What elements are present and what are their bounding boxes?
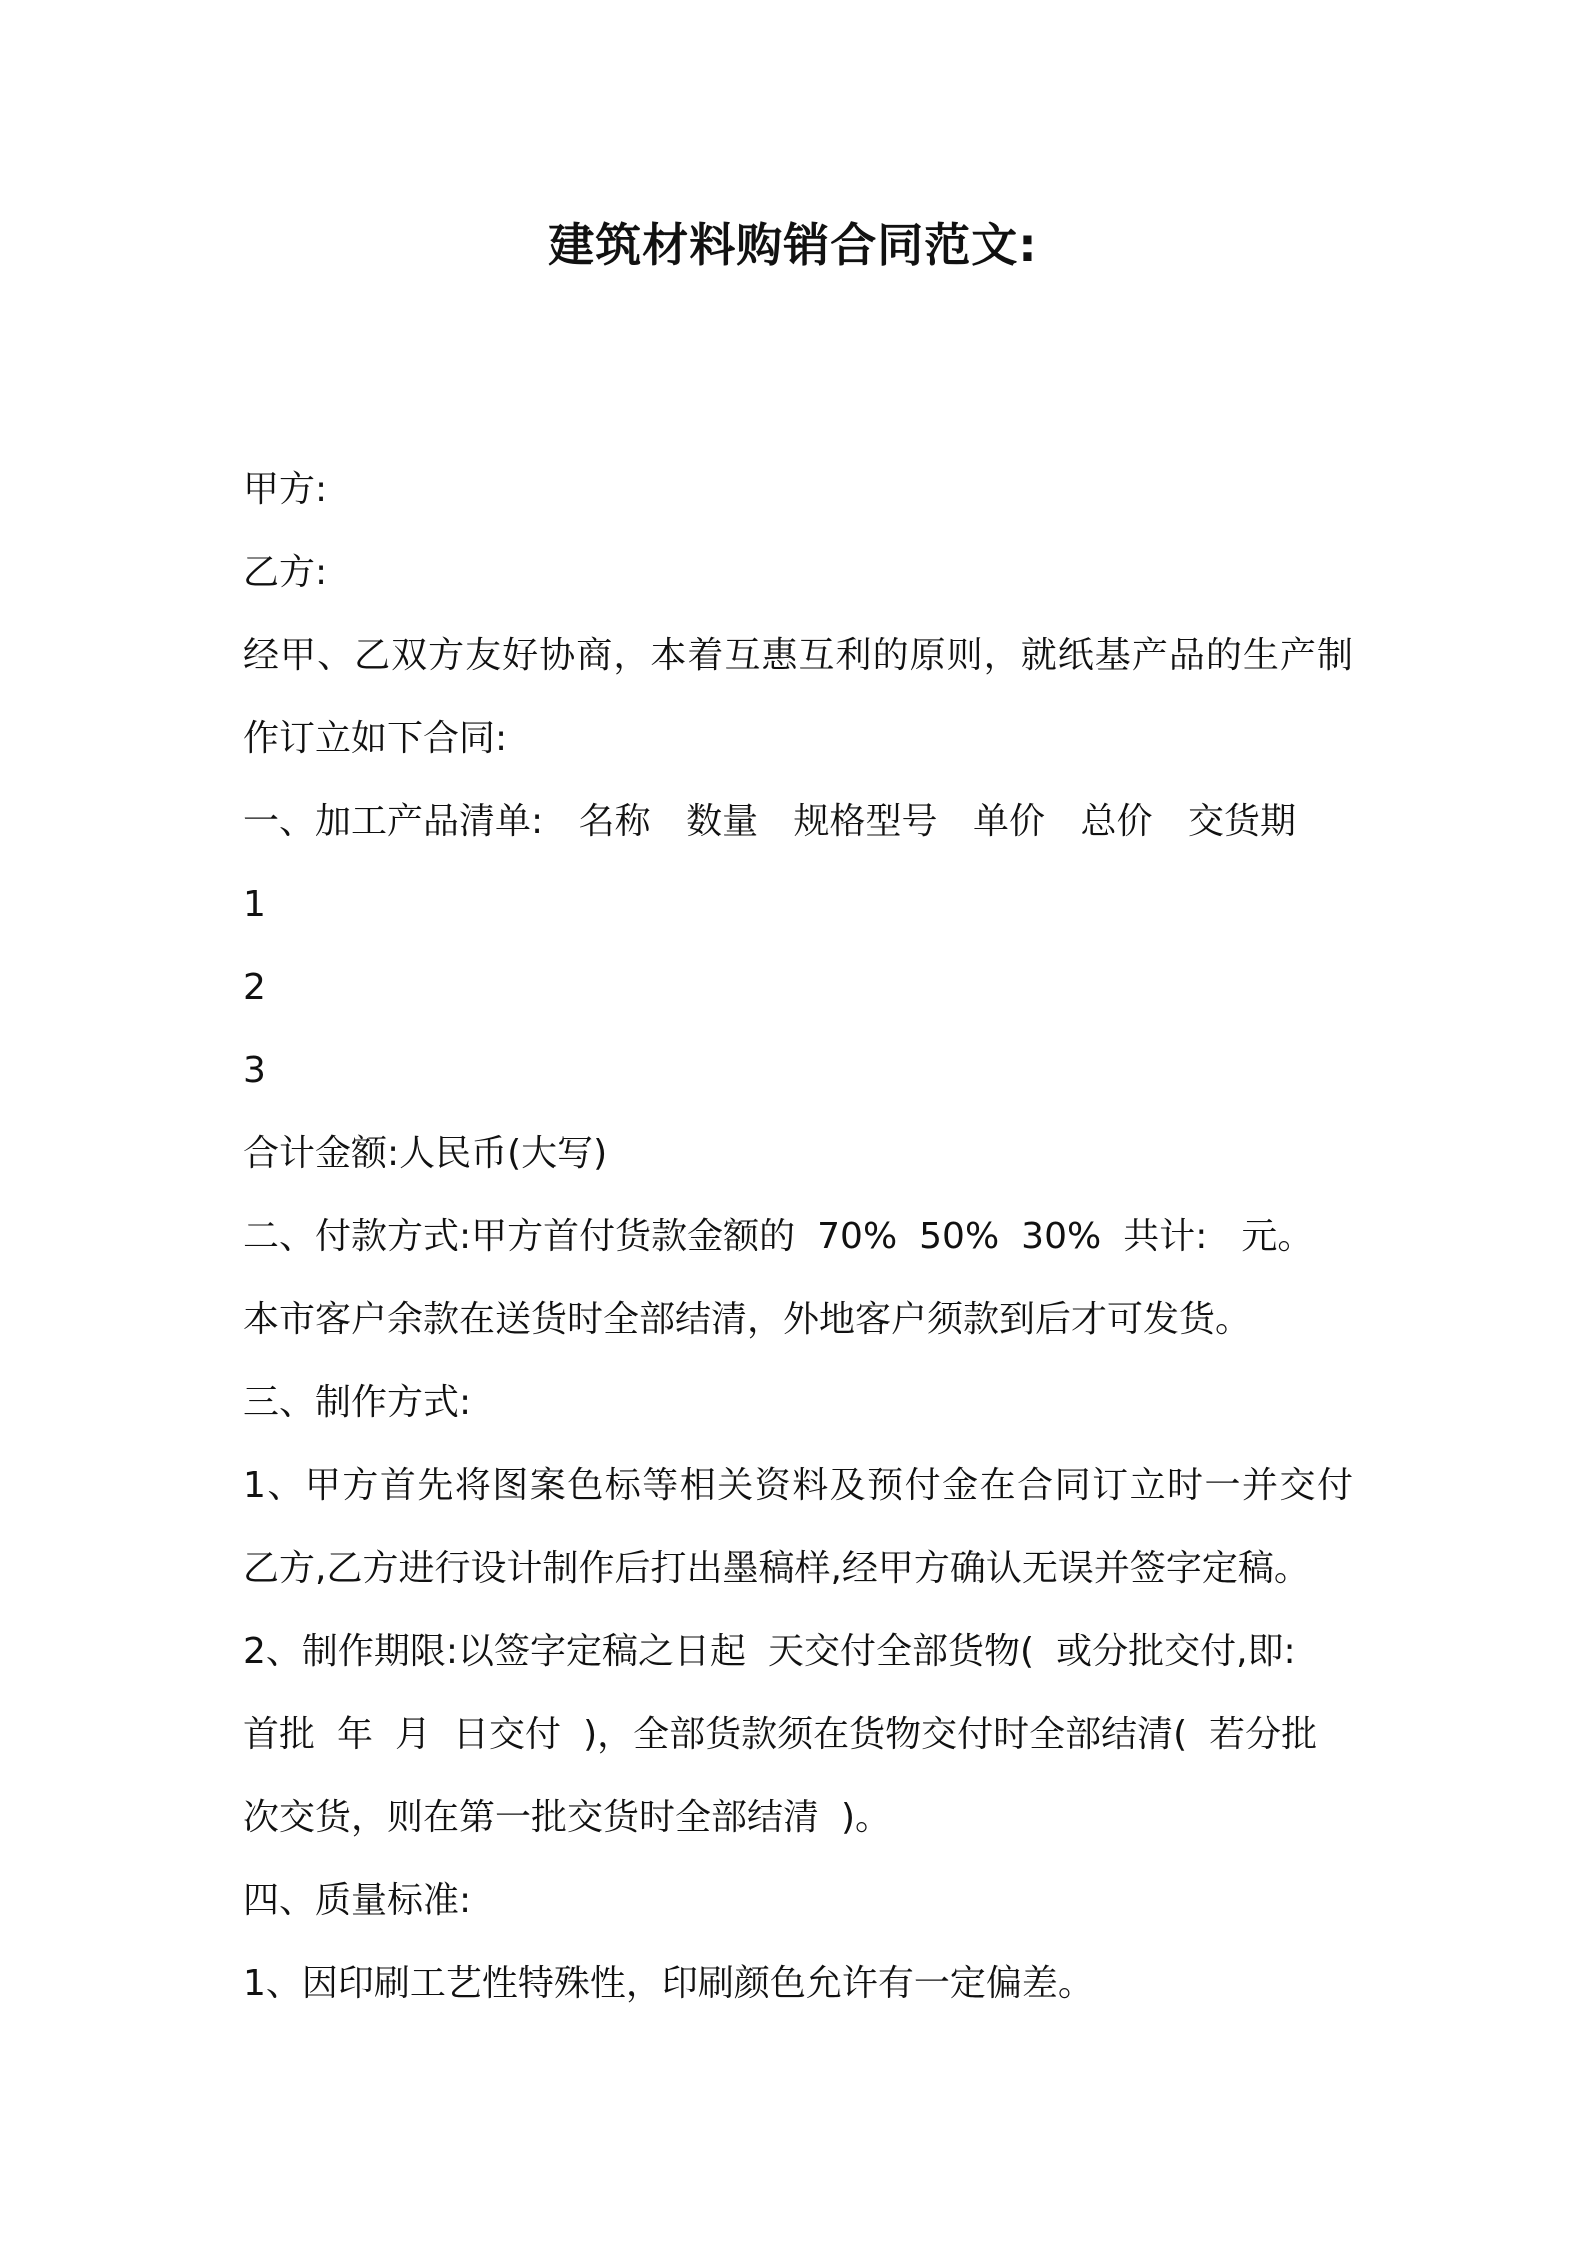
column-unit-price: 单价 <box>973 801 1046 842</box>
product-row: 2 <box>243 967 266 1008</box>
payment-pct-30: 30% <box>1021 1216 1102 1257</box>
payment-total-label: 共计: <box>1123 1216 1208 1257</box>
party-b-line: 乙方: <box>243 552 328 593</box>
deadline-text-b: 天交付全部货物( <box>768 1631 1035 1672</box>
product-list-heading: 一、加工产品清单: <box>243 801 544 842</box>
production-heading: 三、制作方式: <box>243 1382 472 1423</box>
total-amount-line: 合计金额:人民币(大写) <box>243 1133 608 1174</box>
settlement-end: )。 <box>841 1797 892 1838</box>
document-body <box>243 448 1353 2025</box>
intro-line-1: 经甲、乙双方友好协商，本着互惠互利的原则，就纸基产品的生产制 <box>243 635 1353 676</box>
column-quantity: 数量 <box>686 801 759 842</box>
product-row: 1 <box>243 884 266 925</box>
production-item1-line2: 乙方,乙方进行设计制作后打出墨稿样,经甲方确认无误并签字定稿。 <box>243 1548 1310 1589</box>
production-item1-line1: 1、甲方首先将图案色标等相关资料及预付金在合同订立时一并交付 <box>243 1465 1353 1506</box>
payment-pct-50: 50% <box>919 1216 1000 1257</box>
column-delivery-date: 交货期 <box>1187 801 1296 842</box>
production-item2-line1 <box>243 1610 1353 1693</box>
settlement-text: 次交货，则在第一批交货时全部结清 <box>243 1797 820 1838</box>
column-name: 名称 <box>578 801 651 842</box>
column-total-price: 总价 <box>1080 801 1153 842</box>
product-list-header <box>243 780 1353 863</box>
quality-heading: 四、质量标准: <box>243 1880 472 1921</box>
payment-unit: 元。 <box>1241 1216 1314 1257</box>
product-row: 3 <box>243 1050 266 1091</box>
batch-text-f: 若分批 <box>1209 1714 1318 1755</box>
payment-pct-70: 70% <box>817 1216 898 1257</box>
deadline-text-c: 或分批交付,即: <box>1056 1631 1296 1672</box>
quality-item1: 1、因印刷工艺性特殊性，印刷颜色允许有一定偏差。 <box>243 1963 1094 2004</box>
batch-text-a: 首批 <box>243 1714 316 1755</box>
column-spec: 规格型号 <box>793 801 938 842</box>
document-title: 建筑材料购销合同范文: <box>548 218 1038 272</box>
production-item2-line3 <box>243 1776 1353 1859</box>
payment-line-1 <box>243 1195 1353 1278</box>
deadline-text-a: 2、制作期限:以签字定稿之日起 <box>243 1631 747 1672</box>
batch-text-e: )，全部货款须在货物交付时全部结清( <box>583 1714 1188 1755</box>
batch-day: 日交付 <box>453 1714 562 1755</box>
batch-year: 年 <box>337 1714 374 1755</box>
batch-month: 月 <box>395 1714 432 1755</box>
intro-line-2: 作订立如下合同: <box>243 718 508 759</box>
payment-line-2: 本市客户余款在送货时全部结清，外地客户须款到后才可发货。 <box>243 1299 1252 1340</box>
payment-lead: 二、付款方式:甲方首付货款金额的 <box>243 1216 796 1257</box>
party-a-line: 甲方: <box>243 469 328 510</box>
production-item2-line2 <box>243 1693 1353 1776</box>
